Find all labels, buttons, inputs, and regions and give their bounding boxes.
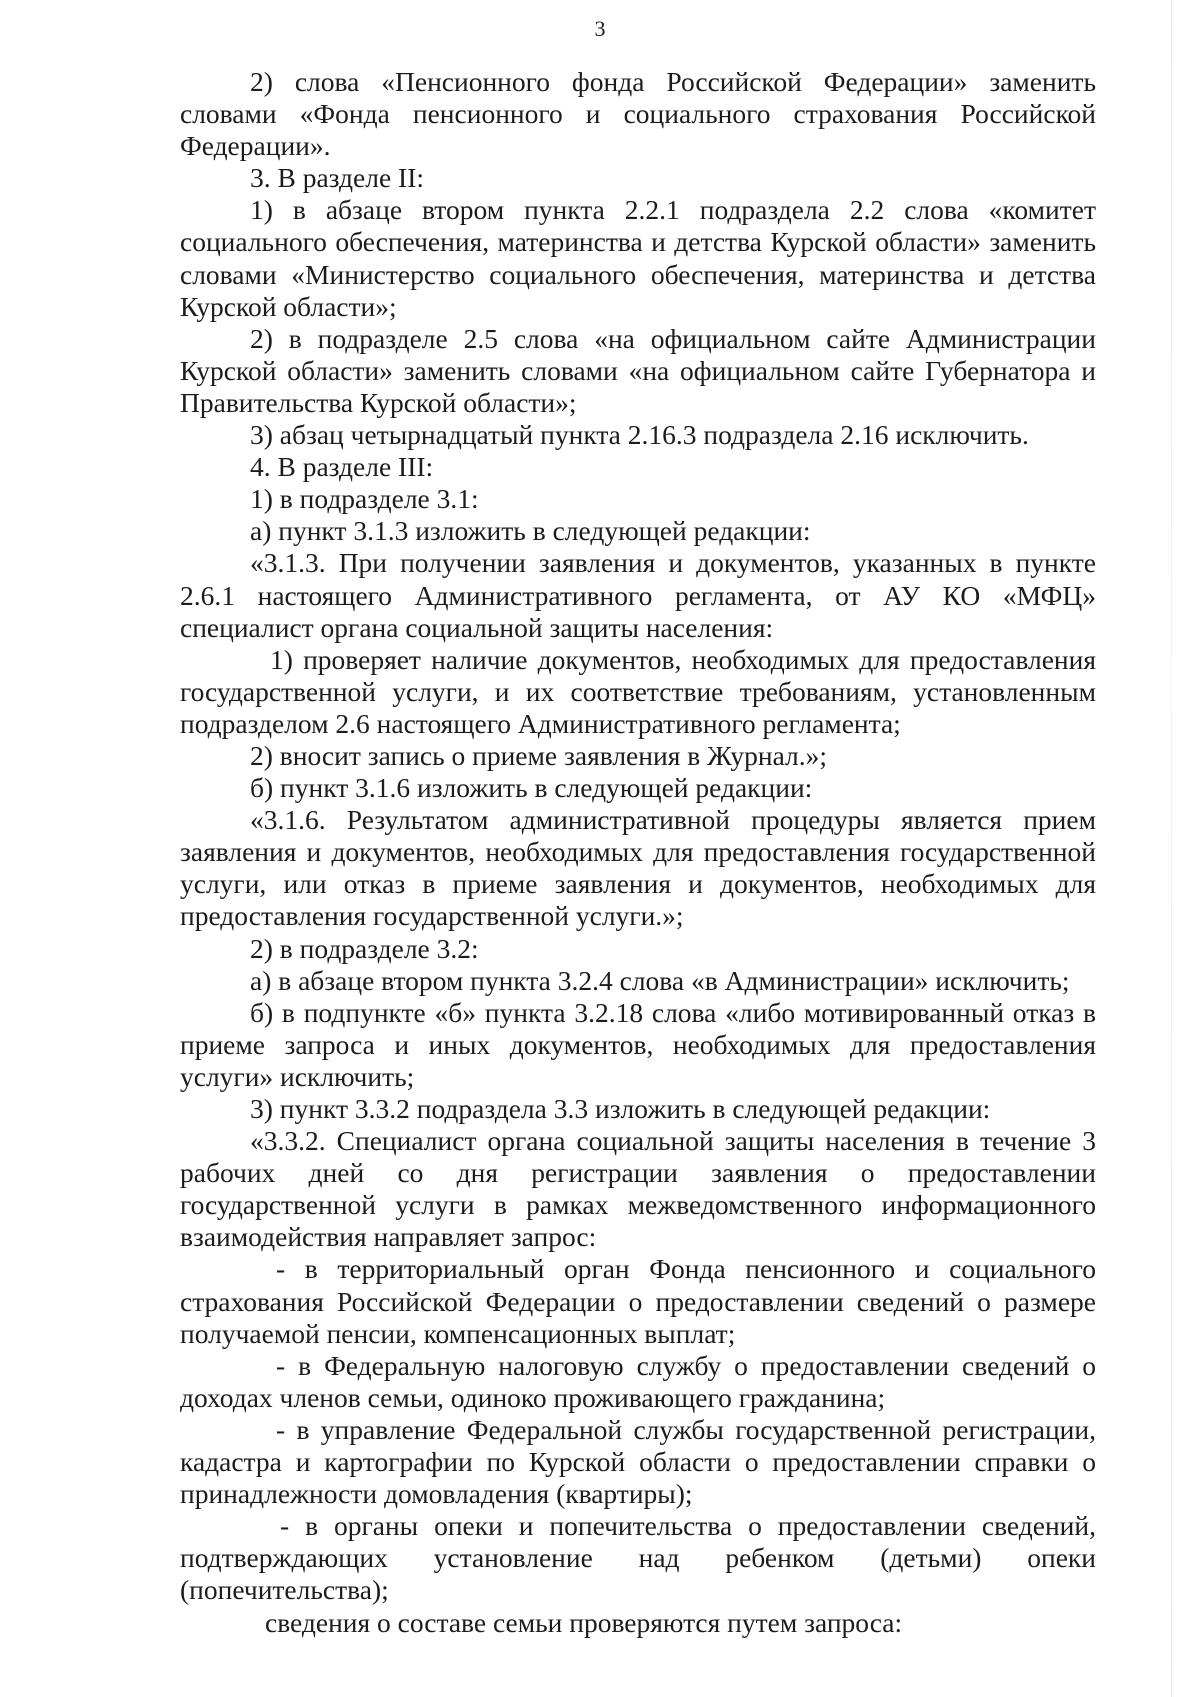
paragraph-pension-fund-rename: 2) слова «Пенсионного фонда Российской Федерации» заменить словами «Фонда пенсионного и социального страхования Российской Федерации». xyxy=(180,66,1096,162)
paragraph-3-1-3-item-1: 1) проверяет наличие документов, необходимых для предоставления государственной услуги, и их соответствие требованиям, установленным подразделом 2.6 настоящего Административного регламента; xyxy=(180,643,1096,739)
paragraph-section-2-heading: 3. В разделе II: xyxy=(250,162,424,194)
scan-edge-line xyxy=(1171,0,1172,1697)
paragraph-2-16-3-amendment: 3) абзац четырнадцатый пункта 2.16.3 подраздела 2.16 исключить. xyxy=(250,419,1029,451)
list-item-registration-service-request: - в управление Федеральной службы государственной регистрации, кадастра и картографии по Курской области о предоставлении справки о принадлежности домовладения (квартиры); xyxy=(180,1413,1096,1510)
paragraph-section-3-heading: 4. В разделе III: xyxy=(250,451,434,483)
paragraph-3-1-3-text: «3.1.3. При получении заявления и документов, указанных в пункте 2.6.1 настоящего Административного регламента, от АУ КО «МФЦ» специалист органа социальной защиты населения: xyxy=(180,547,1096,643)
list-item-tax-service-request: - в Федеральную налоговую службу о предоставлении сведений о доходах членов семьи, одиноко проживающего гражданина; xyxy=(180,1349,1096,1413)
paragraph-subsection-3-2: 2) в подразделе 3.2: xyxy=(250,932,479,964)
paragraph-family-composition: сведения о составе семьи проверяются путем запроса: xyxy=(265,1606,903,1638)
paragraph-3-3-2-intro: 3) пункт 3.3.2 подраздела 3.3 изложить в следующей редакции: xyxy=(250,1093,991,1124)
page-number: 3 xyxy=(594,16,606,41)
paragraph-3-3-2-text: «3.3.2. Специалист органа социальной защиты населения в течение 3 рабочих дней со дня регистрации заявления о предоставлении государственной услуги в рамках межведомственного информационного взаимодействия направляет запрос: xyxy=(180,1125,1096,1253)
document-body xyxy=(180,66,1096,1639)
list-item-pension-fund-request: - в территориальный орган Фонда пенсионного и социального страхования Российской Федерации о предоставлении сведений о размере получаемой пенсии, компенсационных выплат; xyxy=(180,1253,1096,1349)
paragraph-3-2-4-amendment: а) в абзаце втором пункта 3.2.4 слова «в Администрации» исключить; xyxy=(250,964,1070,996)
paragraph-2-5-amendment: 2) в подразделе 2.5 слова «на официальном сайте Администрации Курской области» заменить словами «на официальном сайте Губернатора и Правительства Курской области»; xyxy=(180,322,1096,418)
paragraph-3-1-6-text: «3.1.6. Результатом административной процедуры является прием заявления и документов, необходимых для предоставления государственной услуги, или отказ в приеме заявления и документов, необходимых для предоставления государственной услуги.»; xyxy=(180,804,1096,932)
paragraph-3-1-3-item-2: 2) вносит запись о приеме заявления в Журнал.»; xyxy=(250,739,828,771)
paragraph-3-2-18-amendment: б) в подпункте «б» пункта 3.2.18 слова «либо мотивированный отказ в приеме запроса и иных документов, необходимых для предоставления услуги» исключить; xyxy=(180,996,1096,1092)
paragraph-2-2-1-amendment: 1) в абзаце втором пункта 2.2.1 подраздела 2.2 слова «комитет социального обеспечения, материнства и детства Курской области» заменить словами «Министерство социального обеспечения, материнства и детства Курской области»; xyxy=(180,194,1096,322)
list-item-guardianship-request: - в органы опеки и попечительства о предоставлении сведений, подтверждающих установление над ребенком (детьми) опеки (попечительства); xyxy=(180,1510,1096,1606)
paragraph-3-1-3-intro: а) пункт 3.1.3 изложить в следующей редакции: xyxy=(250,515,811,547)
paragraph-3-1-6-intro: б) пункт 3.1.6 изложить в следующей редакции: xyxy=(250,772,813,804)
paragraph-subsection-3-1: 1) в подразделе 3.1: xyxy=(250,483,479,515)
